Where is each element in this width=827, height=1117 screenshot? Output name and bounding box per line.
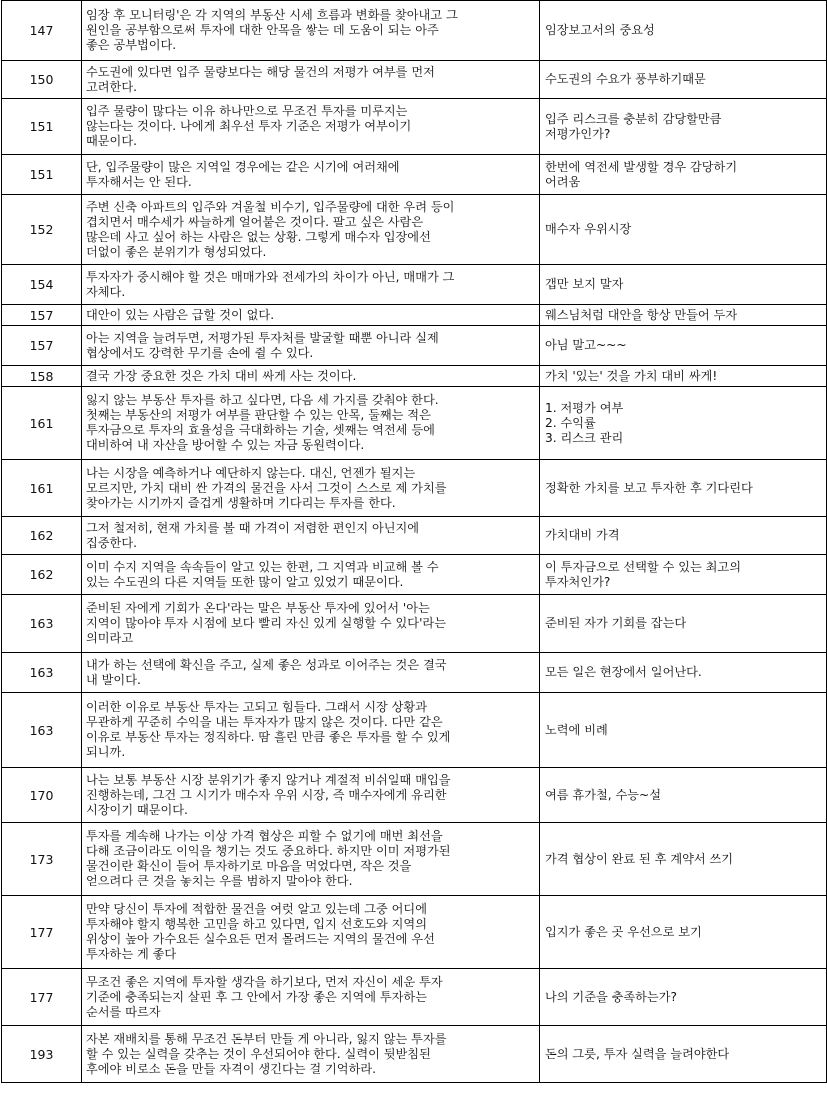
- quote-cell: 준비된 자에게 기회가 온다'라는 말은 부동산 투자에 있어서 '아는 지역이 많아야 투자 시점에 보다 빨리 자신 있게 실행할 수 있다'라는 의미라고: [82, 595, 540, 653]
- page-number-cell: 157: [2, 305, 82, 326]
- note-cell: 나의 기준을 충족하는가?: [540, 969, 827, 1026]
- quote-cell: 그저 철저히, 현재 가치를 볼 때 가격이 저렴한 편인지 아닌지에 집중한다.: [82, 517, 540, 555]
- note-cell: 모든 일은 현장에서 일어난다.: [540, 653, 827, 693]
- quote-cell: 수도권에 있다면 입주 물량보다는 해당 물건의 저평가 여부를 먼저 고려한다.: [82, 61, 540, 99]
- table-row: [2, 1, 827, 61]
- page-number-cell: 152: [2, 195, 82, 265]
- page-number-cell: 161: [2, 387, 82, 460]
- quote-cell: 단, 입주물량이 많은 지역일 경우에는 같은 시기에 여러채에 투자해서는 안 된다.: [82, 155, 540, 195]
- quote-cell: 주변 신축 아파트의 입주와 겨울철 비수기, 입주물량에 대한 우려 등이 겹치면서 매수세가 싸늘하게 얼어붙은 것이다. 팔고 싶은 사람은 많은데 사고 싶어 하는 사람은 없는 상황. 그렇게 매수자 입장에선 더없이 좋은 분위기가 형성되었다.: [82, 195, 540, 265]
- quote-cell: 결국 가장 중요한 것은 가치 대비 싸게 사는 것이다.: [82, 366, 540, 387]
- page-number-cell: 154: [2, 265, 82, 305]
- quote-cell: 이미 수지 지역을 속속들이 알고 있는 한편, 그 지역과 비교해 볼 수 있는 수도권의 다른 지역들 또한 많이 알고 있었기 때문이다.: [82, 555, 540, 595]
- page-number-cell: 161: [2, 460, 82, 517]
- table-row: [2, 653, 827, 693]
- quote-cell: 투자자가 중시해야 할 것은 매매가와 전세가의 차이가 아닌, 매매가 그 자체다.: [82, 265, 540, 305]
- table-row: [2, 265, 827, 305]
- page-number-cell: 162: [2, 517, 82, 555]
- table-row: [2, 99, 827, 155]
- table-row: [2, 517, 827, 555]
- note-cell: 준비된 자가 기회를 잡는다: [540, 595, 827, 653]
- note-cell: 1. 저평가 여부 2. 수익률 3. 리스크 관리: [540, 387, 827, 460]
- page-number-cell: 193: [2, 1026, 82, 1083]
- page-number-cell: 163: [2, 693, 82, 768]
- quote-table-body: [2, 1, 827, 1083]
- note-cell: 가치 '있는' 것을 가치 대비 싸게!: [540, 366, 827, 387]
- page-number-cell: 157: [2, 326, 82, 366]
- note-cell: 돈의 그릇, 투자 실력을 늘려야한다: [540, 1026, 827, 1083]
- page-number-cell: 150: [2, 61, 82, 99]
- note-cell: 매수자 우위시장: [540, 195, 827, 265]
- note-cell: 수도권의 수요가 풍부하기때문: [540, 61, 827, 99]
- page-number-cell: 151: [2, 99, 82, 155]
- note-cell: 노력에 비례: [540, 693, 827, 768]
- page-number-cell: 170: [2, 768, 82, 823]
- note-cell: 입주 리스크를 충분히 감당할만큼 저평가인가?: [540, 99, 827, 155]
- quote-cell: 만약 당신이 투자에 적합한 물건을 여럿 알고 있는데 그중 어디에 투자해야 할지 행복한 고민을 하고 있다면, 입지 선호도와 지역의 위상이 높아 가수요든 실수요든 먼저 몰려드는 지역의 물건에 우선 투자하는 게 좋다: [82, 896, 540, 969]
- table-row: [2, 326, 827, 366]
- note-cell: 정확한 가치를 보고 투자한 후 기다린다: [540, 460, 827, 517]
- note-cell: 아님 말고~~~: [540, 326, 827, 366]
- page-number-cell: 158: [2, 366, 82, 387]
- table-row: [2, 896, 827, 969]
- note-cell: 이 투자금으로 선택할 수 있는 최고의 투자처인가?: [540, 555, 827, 595]
- quote-table: [1, 0, 827, 1083]
- page-number-cell: 163: [2, 595, 82, 653]
- table-row: [2, 768, 827, 823]
- note-cell: 한번에 역전세 발생할 경우 감당하기 어려움: [540, 155, 827, 195]
- quote-cell: 이러한 이유로 부동산 투자는 고되고 힘들다. 그래서 시장 상황과 무관하게 꾸준히 수익을 내는 투자자가 많지 않은 것이다. 다만 같은 이유로 부동산 투자는 정직하다. 땀 흘린 만큼 좋은 투자를 할 수 있게 되니까.: [82, 693, 540, 768]
- note-cell: 입지가 좋은 곳 우선으로 보기: [540, 896, 827, 969]
- table-row: [2, 1026, 827, 1083]
- page-number-cell: 177: [2, 896, 82, 969]
- page-number-cell: 147: [2, 1, 82, 61]
- table-row: [2, 693, 827, 768]
- quote-cell: 투자를 계속해 나가는 이상 가격 협상은 피할 수 없기에 매번 최선을 다해 조금이라도 이익을 챙기는 것도 중요하다. 하지만 이미 저평가된 물건이란 확신이 들어 투자하기로 마음을 먹었다면, 작은 것을 얻으려다 큰 것을 놓치는 우를 범하지 말아야 한다.: [82, 823, 540, 896]
- quote-cell: 대안이 있는 사람은 급할 것이 없다.: [82, 305, 540, 326]
- quote-cell: 무조건 좋은 지역에 투자할 생각을 하기보다, 먼저 자신이 세운 투자 기준에 충족되는지 살핀 후 그 안에서 가장 좋은 지역에 투자하는 순서를 따르자: [82, 969, 540, 1026]
- quote-cell: 나는 보통 부동산 시장 분위기가 좋지 않거나 계절적 비쉬일때 매입을 진행하는데, 그건 그 시기가 매수자 우위 시장, 즉 매수자에게 유리한 시장이기 때문이다.: [82, 768, 540, 823]
- note-cell: 임장보고서의 중요성: [540, 1, 827, 61]
- page-number-cell: 173: [2, 823, 82, 896]
- page-number-cell: 151: [2, 155, 82, 195]
- quote-cell: 임장 후 모니터링'은 각 지역의 부동산 시세 흐름과 변화를 찾아내고 그 원인을 공부함으로써 투자에 대한 안목을 쌓는 데 도움이 되는 아주 좋은 공부법이다.: [82, 1, 540, 61]
- note-cell: 여름 휴가철, 수능~설: [540, 768, 827, 823]
- table-row: [2, 366, 827, 387]
- table-row: [2, 460, 827, 517]
- table-row: [2, 195, 827, 265]
- page-number-cell: 163: [2, 653, 82, 693]
- quote-cell: 내가 하는 선택에 확신을 주고, 실제 좋은 성과로 이어주는 것은 결국 내 발이다.: [82, 653, 540, 693]
- quote-cell: 나는 시장을 예측하거나 예단하지 않는다. 대신, 언젠가 될지는 모르지만, 가치 대비 싼 가격의 물건을 사서 그것이 스스로 제 가치를 찾아가는 시기까지 즐겁게 생활하며 기다리는 투자를 한다.: [82, 460, 540, 517]
- table-row: [2, 555, 827, 595]
- page-number-cell: 177: [2, 969, 82, 1026]
- quote-cell: 입주 물량이 많다는 이유 하나만으로 무조건 투자를 미루지는 않는다는 것이다. 나에게 최우선 투자 기준은 저평가 여부이기 때문이다.: [82, 99, 540, 155]
- note-cell: 갭만 보지 말자: [540, 265, 827, 305]
- table-row: [2, 61, 827, 99]
- table-row: [2, 387, 827, 460]
- note-cell: 웨스님처럼 대안을 항상 만들어 두자: [540, 305, 827, 326]
- quote-cell: 잃지 않는 부동산 투자를 하고 싶다면, 다음 세 가지를 갖춰야 한다. 첫째는 부동산의 저평가 여부를 판단할 수 있는 안목, 둘째는 적은 투자금으로 투자의 효율성을 극대화하는 기술, 셋째는 역전세 등에 대비하여 내 자산을 방어할 수 있는 자금 동원력이다.: [82, 387, 540, 460]
- table-row: [2, 969, 827, 1026]
- quote-cell: 자본 재배치를 통해 무조건 돈부터 만들 게 아니라, 잃지 않는 투자를 할 수 있는 실력을 갖추는 것이 우선되어야 한다. 실력이 뒷받침된 후에야 비로소 돈을 만들 자격이 생긴다는 걸 기억하라.: [82, 1026, 540, 1083]
- table-row: [2, 823, 827, 896]
- quote-cell: 아는 지역을 늘려두면, 저평가된 투자처를 발굴할 때뿐 아니라 실제 협상에서도 강력한 무기를 손에 쥘 수 있다.: [82, 326, 540, 366]
- table-row: [2, 305, 827, 326]
- note-cell: 가격 협상이 완료 된 후 계약서 쓰기: [540, 823, 827, 896]
- note-cell: 가치대비 가격: [540, 517, 827, 555]
- table-row: [2, 595, 827, 653]
- page-number-cell: 162: [2, 555, 82, 595]
- table-row: [2, 155, 827, 195]
